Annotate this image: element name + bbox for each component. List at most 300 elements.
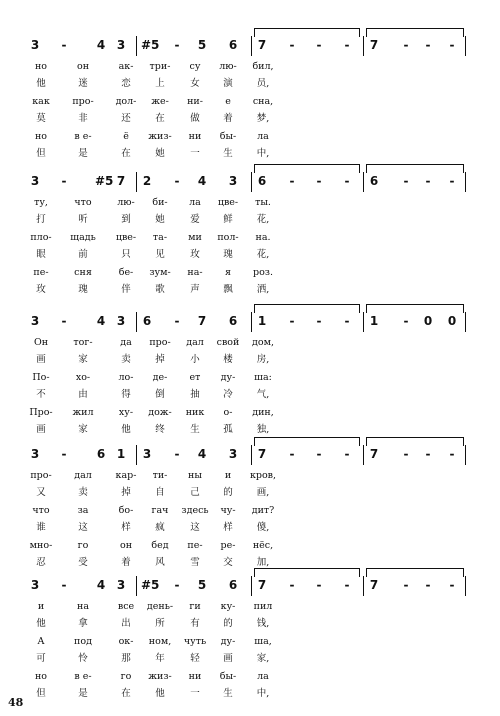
- lyric-syllable: бы-: [219, 131, 237, 142]
- note: 1: [369, 314, 379, 328]
- lyric-syllable: 洒,: [256, 284, 270, 295]
- ending-bracket: [254, 164, 360, 173]
- lyric-syllable: 卖: [78, 487, 88, 498]
- note: -: [403, 38, 409, 52]
- lyric-syllable: и: [224, 470, 232, 481]
- ending-bracket: [254, 568, 360, 577]
- lyric-syllable: 一: [190, 148, 200, 159]
- lyric-syllable: ет: [189, 372, 201, 383]
- lyric-syllable: 有: [190, 618, 200, 629]
- note: #5: [95, 174, 114, 188]
- lyric-syllable: 年: [155, 653, 165, 664]
- note: -: [174, 314, 180, 328]
- lyric-syllable: 在: [155, 113, 165, 124]
- lyric-syllable: 听: [78, 214, 88, 225]
- note: 6: [228, 38, 238, 52]
- lyric-syllable: де-: [152, 372, 168, 383]
- lyric-syllable: да: [120, 337, 132, 348]
- note: 3: [30, 578, 40, 592]
- lyric-syllable: 恋: [121, 78, 131, 89]
- lyric-syllable: ном,: [148, 636, 172, 647]
- bar-line: [251, 445, 252, 465]
- lyric-syllable: ло-: [118, 372, 134, 383]
- lyric-syllable: ак-: [118, 61, 134, 72]
- lyric-syllable: 玫: [190, 249, 200, 260]
- lyric-syllable: жиз-: [148, 131, 172, 142]
- note: 4: [96, 314, 106, 328]
- lyric-line: [0, 371, 500, 385]
- lyric-syllable: жиз-: [148, 671, 172, 682]
- lyric-syllable: 掉: [121, 487, 131, 498]
- bar-line: [136, 576, 137, 596]
- lyric-syllable: пол-: [217, 232, 239, 243]
- lyric-syllable: 上: [155, 78, 165, 89]
- lyric-syllable: ла: [257, 671, 269, 682]
- bar-line: [251, 576, 252, 596]
- note: -: [174, 174, 180, 188]
- note: 6: [96, 447, 106, 461]
- lyric-syllable: цве-: [115, 232, 137, 243]
- lyric-line: [0, 283, 500, 297]
- lyric-syllable: 雪: [190, 557, 200, 568]
- lyric-syllable: 所: [155, 618, 165, 629]
- lyric-line: [0, 521, 500, 535]
- lyric-syllable: 花,: [256, 249, 270, 260]
- note: 3: [30, 314, 40, 328]
- lyric-syllable: что: [32, 505, 50, 516]
- bar-line: [136, 36, 137, 56]
- note: 1: [257, 314, 267, 328]
- lyric-syllable: 拿: [78, 618, 88, 629]
- lyric-syllable: ги: [189, 601, 201, 612]
- lyric-syllable: 画: [36, 354, 46, 365]
- lyric-syllable: 卖: [121, 354, 131, 365]
- lyric-syllable: ми: [188, 232, 202, 243]
- lyric-syllable: 花,: [256, 214, 270, 225]
- lyric-syllable: 生: [223, 688, 233, 699]
- note: -: [344, 174, 350, 188]
- lyric-syllable: 中,: [256, 688, 270, 699]
- note: -: [403, 447, 409, 461]
- lyric-syllable: 他: [36, 78, 46, 89]
- notation-line: [0, 576, 500, 598]
- ending-bracket: [366, 164, 464, 173]
- bar-line: [465, 445, 466, 465]
- lyric-syllable: 但: [36, 148, 46, 159]
- lyric-syllable: ок-: [118, 636, 134, 647]
- lyric-syllable: 又: [36, 487, 46, 498]
- lyric-syllable: нёс,: [252, 540, 274, 551]
- lyric-syllable: 瑰: [78, 284, 88, 295]
- lyric-syllable: дал: [186, 337, 204, 348]
- lyric-syllable: пе-: [187, 540, 203, 551]
- lyric-syllable: су: [189, 61, 201, 72]
- lyric-line: [0, 336, 500, 350]
- lyric-syllable: 飘: [223, 284, 233, 295]
- lyric-syllable: го: [120, 671, 132, 682]
- lyric-syllable: за: [77, 505, 89, 516]
- note: 3: [228, 447, 238, 461]
- lyric-syllable: 是: [78, 688, 88, 699]
- lyric-syllable: ку-: [220, 601, 236, 612]
- lyric-syllable: и: [37, 601, 45, 612]
- note: -: [316, 314, 322, 328]
- lyric-syllable: би-: [152, 197, 168, 208]
- lyric-syllable: чу-: [220, 505, 236, 516]
- lyric-syllable: свой: [216, 337, 240, 348]
- lyric-line: [0, 196, 500, 210]
- lyric-syllable: 小: [190, 354, 200, 365]
- note: -: [344, 447, 350, 461]
- note: -: [403, 314, 409, 328]
- note: -: [289, 38, 295, 52]
- lyric-syllable: все: [117, 601, 135, 612]
- lyric-syllable: ша,: [254, 636, 272, 647]
- lyric-syllable: что: [74, 197, 92, 208]
- bar-line: [465, 172, 466, 192]
- lyric-syllable: 爱: [190, 214, 200, 225]
- ending-bracket: [366, 437, 464, 446]
- note: -: [449, 174, 455, 188]
- note: -: [61, 578, 67, 592]
- lyric-syllable: щадь: [70, 232, 96, 243]
- note: 6: [369, 174, 379, 188]
- lyric-syllable: та-: [152, 232, 168, 243]
- note: -: [449, 447, 455, 461]
- notation-line: [0, 172, 500, 194]
- lyric-line: [0, 617, 500, 631]
- lyric-syllable: 她: [155, 214, 165, 225]
- note: -: [344, 578, 350, 592]
- lyric-syllable: 家,: [256, 653, 270, 664]
- note: -: [425, 447, 431, 461]
- lyric-syllable: ла: [257, 131, 269, 142]
- lyric-syllable: 冷: [223, 389, 233, 400]
- lyric-syllable: здесь: [181, 505, 209, 516]
- lyric-syllable: дож-: [148, 407, 172, 418]
- bar-line: [251, 36, 252, 56]
- lyric-syllable: на.: [255, 232, 271, 243]
- lyric-syllable: на: [77, 601, 89, 612]
- lyric-syllable: ти-: [152, 470, 168, 481]
- lyric-syllable: ху-: [118, 407, 134, 418]
- lyric-syllable: ла: [189, 197, 201, 208]
- notation-line: [0, 36, 500, 58]
- lyric-syllable: ё: [123, 131, 129, 142]
- lyric-syllable: 疯: [155, 522, 165, 533]
- note: -: [61, 447, 67, 461]
- lyric-syllable: ду-: [220, 636, 236, 647]
- lyric-syllable: под: [74, 636, 92, 647]
- lyric-syllable: 员,: [256, 78, 270, 89]
- note: -: [449, 38, 455, 52]
- lyric-syllable: 女: [190, 78, 200, 89]
- lyric-syllable: мно-: [29, 540, 53, 551]
- note: 0: [423, 314, 433, 328]
- lyric-syllable: 在: [121, 148, 131, 159]
- page-number: 48: [8, 696, 24, 709]
- note: -: [174, 38, 180, 52]
- lyric-syllable: сна,: [252, 96, 274, 107]
- lyric-syllable: но: [34, 671, 48, 682]
- lyric-syllable: ша:: [254, 372, 272, 383]
- lyric-syllable: 忍: [36, 557, 46, 568]
- lyric-syllable: 气,: [256, 389, 270, 400]
- lyric-syllable: 玫: [36, 284, 46, 295]
- lyric-syllable: 可: [36, 653, 46, 664]
- note: #5: [141, 38, 160, 52]
- bar-line: [363, 445, 364, 465]
- lyric-line: [0, 406, 500, 420]
- lyric-syllable: цве-: [217, 197, 239, 208]
- lyric-syllable: 鲜: [223, 214, 233, 225]
- lyric-syllable: 伴: [121, 284, 131, 295]
- lyric-syllable: он: [76, 61, 90, 72]
- lyric-syllable: про-: [149, 337, 171, 348]
- note: -: [403, 174, 409, 188]
- note: 0: [447, 314, 457, 328]
- note: 3: [142, 447, 152, 461]
- lyric-syllable: 瑰: [223, 249, 233, 260]
- lyric-syllable: 独,: [256, 424, 270, 435]
- lyric-syllable: го: [77, 540, 89, 551]
- lyric-syllable: 轻: [190, 653, 200, 664]
- lyric-syllable: 傻,: [256, 522, 270, 533]
- lyric-syllable: бе-: [118, 267, 134, 278]
- lyric-syllable: зум-: [149, 267, 171, 278]
- lyric-syllable: ник: [185, 407, 205, 418]
- note: 3: [228, 174, 238, 188]
- lyric-syllable: 画: [223, 653, 233, 664]
- lyric-syllable: о-: [223, 407, 233, 418]
- lyric-line: [0, 388, 500, 402]
- ending-bracket: [254, 437, 360, 446]
- lyric-syllable: 得: [121, 389, 131, 400]
- note: -: [316, 38, 322, 52]
- lyric-line: [0, 635, 500, 649]
- note: 6: [228, 314, 238, 328]
- lyric-syllable: 在: [121, 688, 131, 699]
- lyric-syllable: 前: [78, 249, 88, 260]
- note: -: [344, 38, 350, 52]
- notation-line: [0, 445, 500, 467]
- bar-line: [363, 312, 364, 332]
- note: -: [289, 578, 295, 592]
- lyric-syllable: 这: [190, 522, 200, 533]
- note: -: [316, 447, 322, 461]
- lyric-syllable: но: [34, 61, 48, 72]
- lyric-syllable: на-: [187, 267, 203, 278]
- lyric-line: [0, 652, 500, 666]
- lyric-syllable: 他: [36, 618, 46, 629]
- note: 4: [96, 578, 106, 592]
- bar-line: [465, 312, 466, 332]
- lyric-syllable: в е-: [74, 131, 92, 142]
- lyric-syllable: лю-: [219, 61, 237, 72]
- lyric-syllable: про-: [30, 470, 52, 481]
- note: 3: [30, 38, 40, 52]
- note: -: [289, 447, 295, 461]
- lyric-syllable: 家: [78, 424, 88, 435]
- lyric-syllable: пил: [253, 601, 273, 612]
- lyric-syllable: 非: [78, 113, 88, 124]
- lyric-syllable: 中,: [256, 148, 270, 159]
- lyric-syllable: 生: [223, 148, 233, 159]
- lyric-line: [0, 469, 500, 483]
- lyric-syllable: 只: [121, 249, 131, 260]
- lyric-syllable: 自: [155, 487, 165, 498]
- lyric-syllable: 的: [223, 487, 233, 498]
- lyric-line: [0, 687, 500, 701]
- lyric-line: [0, 112, 500, 126]
- note: 4: [96, 38, 106, 52]
- note: -: [174, 447, 180, 461]
- bar-line: [251, 312, 252, 332]
- note: 6: [257, 174, 267, 188]
- lyric-syllable: ты.: [255, 197, 271, 208]
- lyric-syllable: кров,: [249, 470, 277, 481]
- lyric-syllable: пло-: [30, 232, 52, 243]
- lyric-syllable: ни-: [187, 96, 203, 107]
- note: -: [289, 174, 295, 188]
- lyric-line: [0, 504, 500, 518]
- lyric-syllable: А: [37, 636, 45, 647]
- lyric-syllable: сня: [74, 267, 92, 278]
- lyric-syllable: бед: [151, 540, 169, 551]
- bar-line: [363, 172, 364, 192]
- lyric-syllable: ре-: [220, 540, 236, 551]
- bar-line: [251, 172, 252, 192]
- lyric-syllable: дит?: [251, 505, 275, 516]
- lyric-syllable: 样: [223, 522, 233, 533]
- lyric-syllable: 风: [155, 557, 165, 568]
- lyric-syllable: роз.: [252, 267, 273, 278]
- lyric-syllable: 歌: [155, 284, 165, 295]
- lyric-syllable: 不: [36, 389, 46, 400]
- note: -: [449, 578, 455, 592]
- lyric-line: [0, 95, 500, 109]
- lyric-syllable: ни: [188, 131, 202, 142]
- lyric-syllable: 她: [155, 148, 165, 159]
- lyric-syllable: но: [34, 131, 48, 142]
- bar-line: [465, 576, 466, 596]
- lyric-syllable: 到: [121, 214, 131, 225]
- note: 7: [369, 447, 379, 461]
- note: 6: [228, 578, 238, 592]
- lyric-line: [0, 600, 500, 614]
- lyric-syllable: 那: [121, 653, 131, 664]
- note: 7: [197, 314, 207, 328]
- lyric-syllable: 他: [121, 424, 131, 435]
- note: 2: [142, 174, 152, 188]
- note: -: [316, 578, 322, 592]
- lyric-syllable: 终: [155, 424, 165, 435]
- lyric-line: [0, 60, 500, 74]
- lyric-syllable: 加,: [256, 557, 270, 568]
- lyric-line: [0, 147, 500, 161]
- lyric-syllable: бил,: [252, 61, 274, 72]
- lyric-syllable: 画,: [256, 487, 270, 498]
- lyric-syllable: 己: [190, 487, 200, 498]
- lyric-syllable: ду-: [220, 372, 236, 383]
- lyric-syllable: 谁: [36, 522, 46, 533]
- lyric-syllable: 掉: [155, 354, 165, 365]
- lyric-line: [0, 213, 500, 227]
- note: -: [425, 38, 431, 52]
- lyric-syllable: же-: [151, 96, 169, 107]
- note: 6: [142, 314, 152, 328]
- lyric-syllable: 打: [36, 214, 46, 225]
- ending-bracket: [366, 28, 464, 37]
- lyric-syllable: 抽: [190, 389, 200, 400]
- lyric-syllable: 交: [223, 557, 233, 568]
- lyric-syllable: бы-: [219, 671, 237, 682]
- lyric-syllable: дин,: [252, 407, 274, 418]
- note: -: [403, 578, 409, 592]
- ending-bracket: [254, 304, 360, 313]
- note: -: [61, 38, 67, 52]
- lyric-syllable: 他: [155, 688, 165, 699]
- lyric-syllable: ту,: [34, 197, 48, 208]
- lyric-syllable: По-: [32, 372, 50, 383]
- lyric-line: [0, 77, 500, 91]
- lyric-syllable: 受: [78, 557, 88, 568]
- note: -: [425, 578, 431, 592]
- note: 3: [30, 174, 40, 188]
- lyric-line: [0, 231, 500, 245]
- ending-bracket: [254, 28, 360, 37]
- lyric-syllable: 迷: [78, 78, 88, 89]
- lyric-syllable: 钱,: [256, 618, 270, 629]
- lyric-syllable: 家: [78, 354, 88, 365]
- lyric-syllable: чуть: [183, 636, 207, 647]
- note: 5: [197, 578, 207, 592]
- lyric-syllable: хо-: [75, 372, 91, 383]
- lyric-syllable: 声: [190, 284, 200, 295]
- lyric-line: [0, 266, 500, 280]
- note: -: [61, 314, 67, 328]
- bar-line: [136, 445, 137, 465]
- lyric-syllable: 演: [223, 78, 233, 89]
- lyric-syllable: 这: [78, 522, 88, 533]
- bar-line: [363, 36, 364, 56]
- bar-line: [465, 36, 466, 56]
- lyric-syllable: 生: [190, 424, 200, 435]
- lyric-syllable: 但: [36, 688, 46, 699]
- bar-line: [363, 576, 364, 596]
- lyric-line: [0, 130, 500, 144]
- note: 7: [257, 578, 267, 592]
- note: -: [61, 174, 67, 188]
- lyric-line: [0, 539, 500, 553]
- lyric-syllable: 画: [36, 424, 46, 435]
- lyric-syllable: дал: [74, 470, 92, 481]
- note: 3: [116, 314, 126, 328]
- lyric-line: [0, 423, 500, 437]
- lyric-line: [0, 248, 500, 262]
- lyric-line: [0, 353, 500, 367]
- lyric-syllable: 是: [78, 148, 88, 159]
- lyric-syllable: 做: [190, 113, 200, 124]
- ending-bracket: [366, 304, 464, 313]
- note: 3: [30, 447, 40, 461]
- lyric-syllable: дол-: [115, 96, 137, 107]
- lyric-syllable: в е-: [74, 671, 92, 682]
- bar-line: [136, 312, 137, 332]
- lyric-syllable: он: [119, 540, 133, 551]
- ending-bracket: [366, 568, 464, 577]
- note: 3: [116, 578, 126, 592]
